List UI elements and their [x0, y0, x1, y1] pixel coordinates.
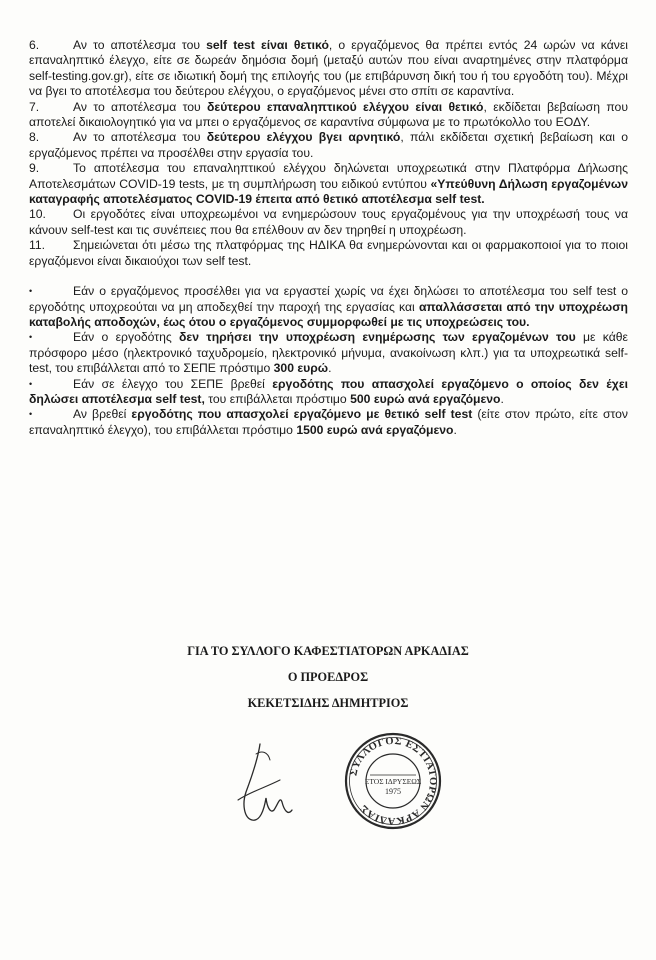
text-run: Εάν ο εργαζόμενος προσέλθει για να εργαστεί χωρίς να έχει δηλώσει το αποτέλεσμα του self test ο εργοδότης υποχρεούται να μη αποδεχθεί την παροχή της εργασίας και: [29, 284, 628, 314]
bold-text-run: εργοδότης που απασχολεί εργαζόμενο με θετικό self test: [131, 407, 473, 422]
list-item: [29, 38, 628, 100]
bold-text-run: self test είναι θετικό: [206, 38, 329, 52]
bullet-icon: •: [29, 409, 33, 420]
seal-center-line1: ΕΤΟΣ ΙΔΡΥΣΕΩΣ: [364, 777, 422, 786]
bullet-item: [29, 330, 628, 376]
item-number: 10.: [29, 207, 46, 222]
text-run: Σημειώνεται ότι μέσω της πλατφόρμας της ΗΔΙΚΑ θα ενημερώνονται και οι φαρμακοποιοί για το ποιοι εργαζόμενοι είναι δικαιούχοι των self test.: [29, 238, 628, 268]
text-run: .: [453, 422, 457, 437]
bullet-icon: •: [29, 332, 33, 343]
item-number: 6.: [29, 38, 40, 52]
bold-text-run: δεν τηρήσει την υποχρέωση ενημέρωσης των εργαζομένων του: [179, 330, 576, 345]
text-run: Αν το αποτέλεσμα του: [73, 99, 208, 114]
text-run: Αν βρεθεί: [73, 407, 132, 422]
text-run: , εκδίδεται βεβαίωση που αποτελεί δικαιολογητικό για να μπει ο εργαζόμενος σε καραντίνα σύμφωνα με το πρωτόκολλο του ΕΟΔΥ.: [29, 99, 629, 130]
text-run: , πάλι εκδίδεται σχετική βεβαίωση και ο εργαζόμενος πρέπει να προσέλθει στην εργασία του.: [29, 130, 629, 160]
bullet-list: [29, 284, 628, 438]
signature-name: ΚΕΚΕΤΣΙΔΗΣ ΔΗΜΗΤΡΙΟΣ: [247, 696, 409, 710]
text-run: Οι εργοδότες είναι υποχρεωμένοι να ενημερώσουν τους εργαζομένους για την υποχρέωσή τους να κάνουν self-test και τις συνέπειες που θα επέλθουν αν δεν τηρηθεί η υποχρέωση.: [29, 207, 628, 237]
bold-text-run: απαλλάσσεται από την υποχρέωση καταβολής αποδοχών, έως ότου ο εργαζόμενος συμμορφωθεί με τις υποχρεώσεις του.: [29, 299, 628, 329]
numbered-list: [29, 38, 628, 269]
list-item: [29, 130, 628, 161]
signature-role: Ο ΠΡΟΕΔΡΟΣ: [287, 670, 369, 684]
list-item: [29, 238, 628, 269]
text-run: .: [500, 391, 504, 406]
text-run: Το αποτέλεσμα του επαναληπτικού ελέγχου δηλώνεται υποχρεωτικά στην Πλατφόρμα Δήλωσης Αποτελεσμάτων COVID-19 tests, με τη συμπλήρωση του ειδικού εντύπου: [29, 161, 628, 191]
bullet-item: [29, 284, 628, 330]
bold-text-run: «Υπεύθυνη Δήλωση εργαζομένων καταγραφής αποτελέσματος COVID-19 έπειτα από θετικό αποτέλεσμα self test.: [29, 176, 628, 207]
seal-center-year: 1975: [385, 787, 401, 796]
list-item: [29, 100, 628, 131]
bullet-item: [29, 407, 628, 438]
item-number: 11.: [29, 238, 46, 253]
text-run: Εάν σε έλεγχο του ΣΕΠΕ βρεθεί: [73, 376, 273, 391]
list-item: [29, 207, 628, 238]
document-body: [29, 38, 628, 438]
seal-ring-text: ΣΥΛΛΟΓΟΣ ΕΣΤΙΑΤΟΡΩΝ ΑΡΚΑΔΙΑΣ: [348, 735, 439, 827]
bold-text-run: 500 ευρώ ανά εργαζόμενο: [350, 391, 501, 406]
bold-text-run: εργοδότης που απασχολεί εργαζόμενο ο οποίος δεν έχει δηλώσει αποτέλεσμα self test,: [29, 376, 628, 406]
bold-text-run: δεύτερου επαναληπτικού ελέγχου είναι θετικό: [207, 99, 484, 114]
text-run: με κάθε πρόσφορο μέσο (ηλεκτρονικό ταχυδρομείο, ηλεκτρονικό μήνυμα, ανακοίνωση κλπ.) για τα υποχρεωτικά self-test, του επιβάλλεται από το ΣΕΠΕ πρόστιμο: [29, 330, 628, 376]
text-run: του επιβάλλεται πρόστιμο: [204, 391, 351, 406]
bold-text-run: 300 ευρώ: [273, 361, 329, 376]
text-run: (είτε στον πρώτο, είτε στον επαναληπτικό έλεγχο), του επιβάλλεται πρόστιμο: [29, 407, 628, 437]
item-number: 7.: [29, 99, 40, 114]
handwritten-signature: [234, 740, 296, 828]
text-run: Εάν ο εργοδότης: [73, 330, 180, 345]
bold-text-run: 1500 ευρώ ανά εργαζόμενο: [296, 422, 454, 437]
spacer: [29, 269, 628, 284]
text-run: .: [328, 361, 332, 376]
item-number: 9.: [29, 161, 40, 176]
bullet-item: [29, 377, 628, 408]
bullet-icon: •: [29, 286, 33, 297]
text-run: Αν το αποτέλεσμα του: [73, 38, 207, 52]
association-seal: [343, 731, 443, 831]
bullet-icon: •: [29, 378, 33, 389]
bold-text-run: δεύτερου ελέγχου βγει αρνητικό: [206, 130, 401, 145]
item-number: 8.: [29, 130, 40, 145]
signature-org: ΓΙΑ ΤΟ ΣΥΛΛΟΓΟ ΚΑΦΕΣΤΙΑΤΟΡΩΝ ΑΡΚΑΔΙΑΣ: [187, 644, 469, 658]
list-item: [29, 161, 628, 207]
text-run: , ο εργαζόμενος θα πρέπει εντός 24 ωρών να κάνει επαναληπτικό έλεγχο, είτε σε δωρεάν δημόσια δομή (μεταξύ αυτών που είναι αναρτημένες στην πλατφόρμα self-testing.gov.gr), είτε σε ιδιωτική δομή της επιλογής του (με επιβάρυνση δική του ή του εργοδότη του). Μέχρι να βγει το αποτέλεσμα του δεύτερου ελέγχου, ο εργαζόμενος μένει στο σπίτι σε καραντίνα.: [29, 38, 628, 99]
text-run: Αν το αποτέλεσμα του: [73, 130, 207, 145]
